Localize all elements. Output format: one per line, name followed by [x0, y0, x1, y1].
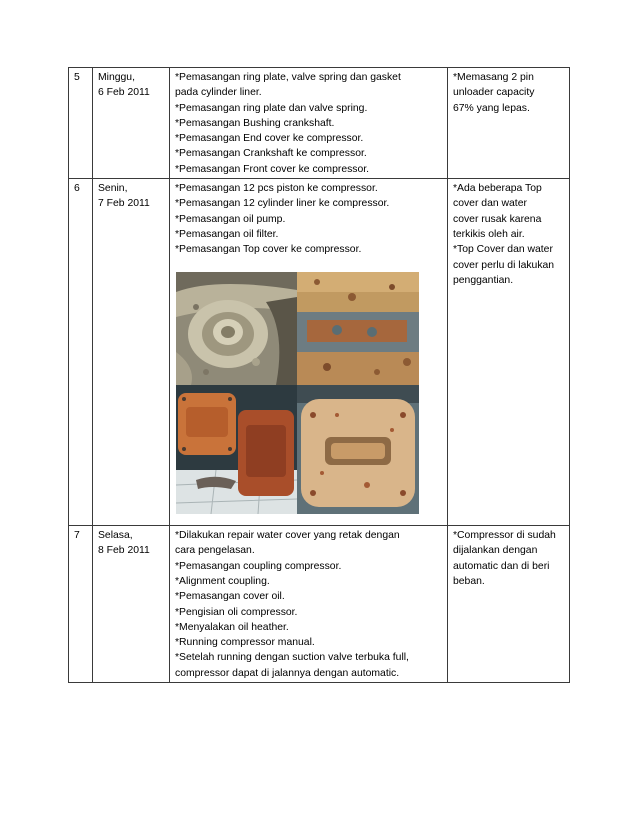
- photo-rusty-covers: [176, 385, 297, 514]
- maintenance-log-table: [68, 67, 570, 683]
- photo-corroded-cover: [297, 385, 419, 514]
- activity-line: *Pemasangan cover oil.: [175, 591, 285, 603]
- table-row: [69, 68, 570, 179]
- activity-line: *Running compressor manual.: [175, 637, 315, 649]
- activity-line: *Pemasangan Crankshaft ke compressor.: [175, 148, 367, 160]
- activity-line: *Pemasangan 12 cylinder liner ke compressor.: [175, 198, 390, 210]
- note-line: cover dan water: [453, 198, 527, 210]
- activity-line: *Pemasangan oil pump.: [175, 213, 286, 225]
- note-line: cover rusak karena: [453, 213, 542, 225]
- row-number-cell: [69, 179, 93, 526]
- photo-corroded-casting: [176, 272, 297, 385]
- day-name: Senin,: [98, 183, 128, 195]
- row-number-cell: [69, 68, 93, 179]
- activity-line: *Menyalakan oil heather.: [175, 621, 289, 633]
- activity-line: *Pengisian oli compressor.: [175, 606, 298, 618]
- day-name: Minggu,: [98, 72, 135, 83]
- activity-line: *Pemasangan 12 pcs piston ke compressor.: [175, 183, 378, 195]
- activity-line: pada cylinder liner.: [175, 87, 262, 99]
- activity-line: *Pemasangan Bushing crankshaft.: [175, 117, 335, 129]
- activity-line: *Alignment coupling.: [175, 575, 270, 587]
- row-number: 5: [74, 72, 80, 83]
- note-line: unloader capacity: [453, 87, 535, 99]
- table-row: [69, 526, 570, 683]
- note-line: beban.: [453, 575, 485, 587]
- date-text: 8 Feb 2011: [98, 545, 150, 557]
- notes-cell: [448, 68, 570, 179]
- activity-line: *Pemasangan coupling compressor.: [175, 560, 342, 572]
- photo-rusty-flange: [297, 272, 419, 385]
- row-number: 7: [74, 530, 80, 542]
- activity-line: *Pemasangan End cover ke compressor.: [175, 133, 364, 145]
- date-text: 6 Feb 2011: [98, 87, 150, 99]
- notes-cell: [448, 526, 570, 683]
- note-line: *Memasang 2 pin: [453, 72, 534, 83]
- activity-line: cara pengelasan.: [175, 545, 255, 557]
- note-line: 67% yang lepas.: [453, 102, 530, 114]
- note-line: dijalankan dengan: [453, 545, 538, 557]
- date-cell: [93, 526, 170, 683]
- row-number-cell: [69, 526, 93, 683]
- activity-line: compressor dapat di jalannya dengan automatic.: [175, 667, 400, 679]
- date-cell: [93, 179, 170, 526]
- note-line: *Compressor di sudah: [453, 530, 556, 542]
- activities-cell: [170, 179, 448, 526]
- activities-cell: [170, 526, 448, 683]
- activity-line: *Pemasangan ring plate dan valve spring.: [175, 102, 368, 114]
- photo-collage: [176, 272, 419, 514]
- activity-line: *Pemasangan ring plate, valve spring dan gasket: [175, 72, 401, 83]
- date-cell: [93, 68, 170, 179]
- row-number: 6: [74, 183, 80, 195]
- notes-cell: [448, 179, 570, 526]
- note-line: penggantian.: [453, 274, 514, 286]
- activity-line: *Setelah running dengan suction valve terbuka full,: [175, 652, 409, 664]
- note-line: *Ada beberapa Top: [453, 183, 542, 195]
- activity-line: *Pemasangan Front cover ke compressor.: [175, 163, 370, 175]
- table-row: [69, 179, 570, 526]
- activity-line: *Dilakukan repair water cover yang retak dengan: [175, 530, 400, 542]
- activity-line: *Pemasangan Top cover ke compressor.: [175, 244, 362, 256]
- note-line: terkikis oleh air.: [453, 228, 525, 240]
- activity-line: *Pemasangan oil filter.: [175, 228, 279, 240]
- activities-cell: [170, 68, 448, 179]
- note-line: *Top Cover dan water: [453, 244, 553, 256]
- note-line: cover perlu di lakukan: [453, 259, 555, 271]
- day-name: Selasa,: [98, 530, 133, 542]
- date-text: 7 Feb 2011: [98, 198, 150, 210]
- note-line: automatic dan di beri: [453, 560, 550, 572]
